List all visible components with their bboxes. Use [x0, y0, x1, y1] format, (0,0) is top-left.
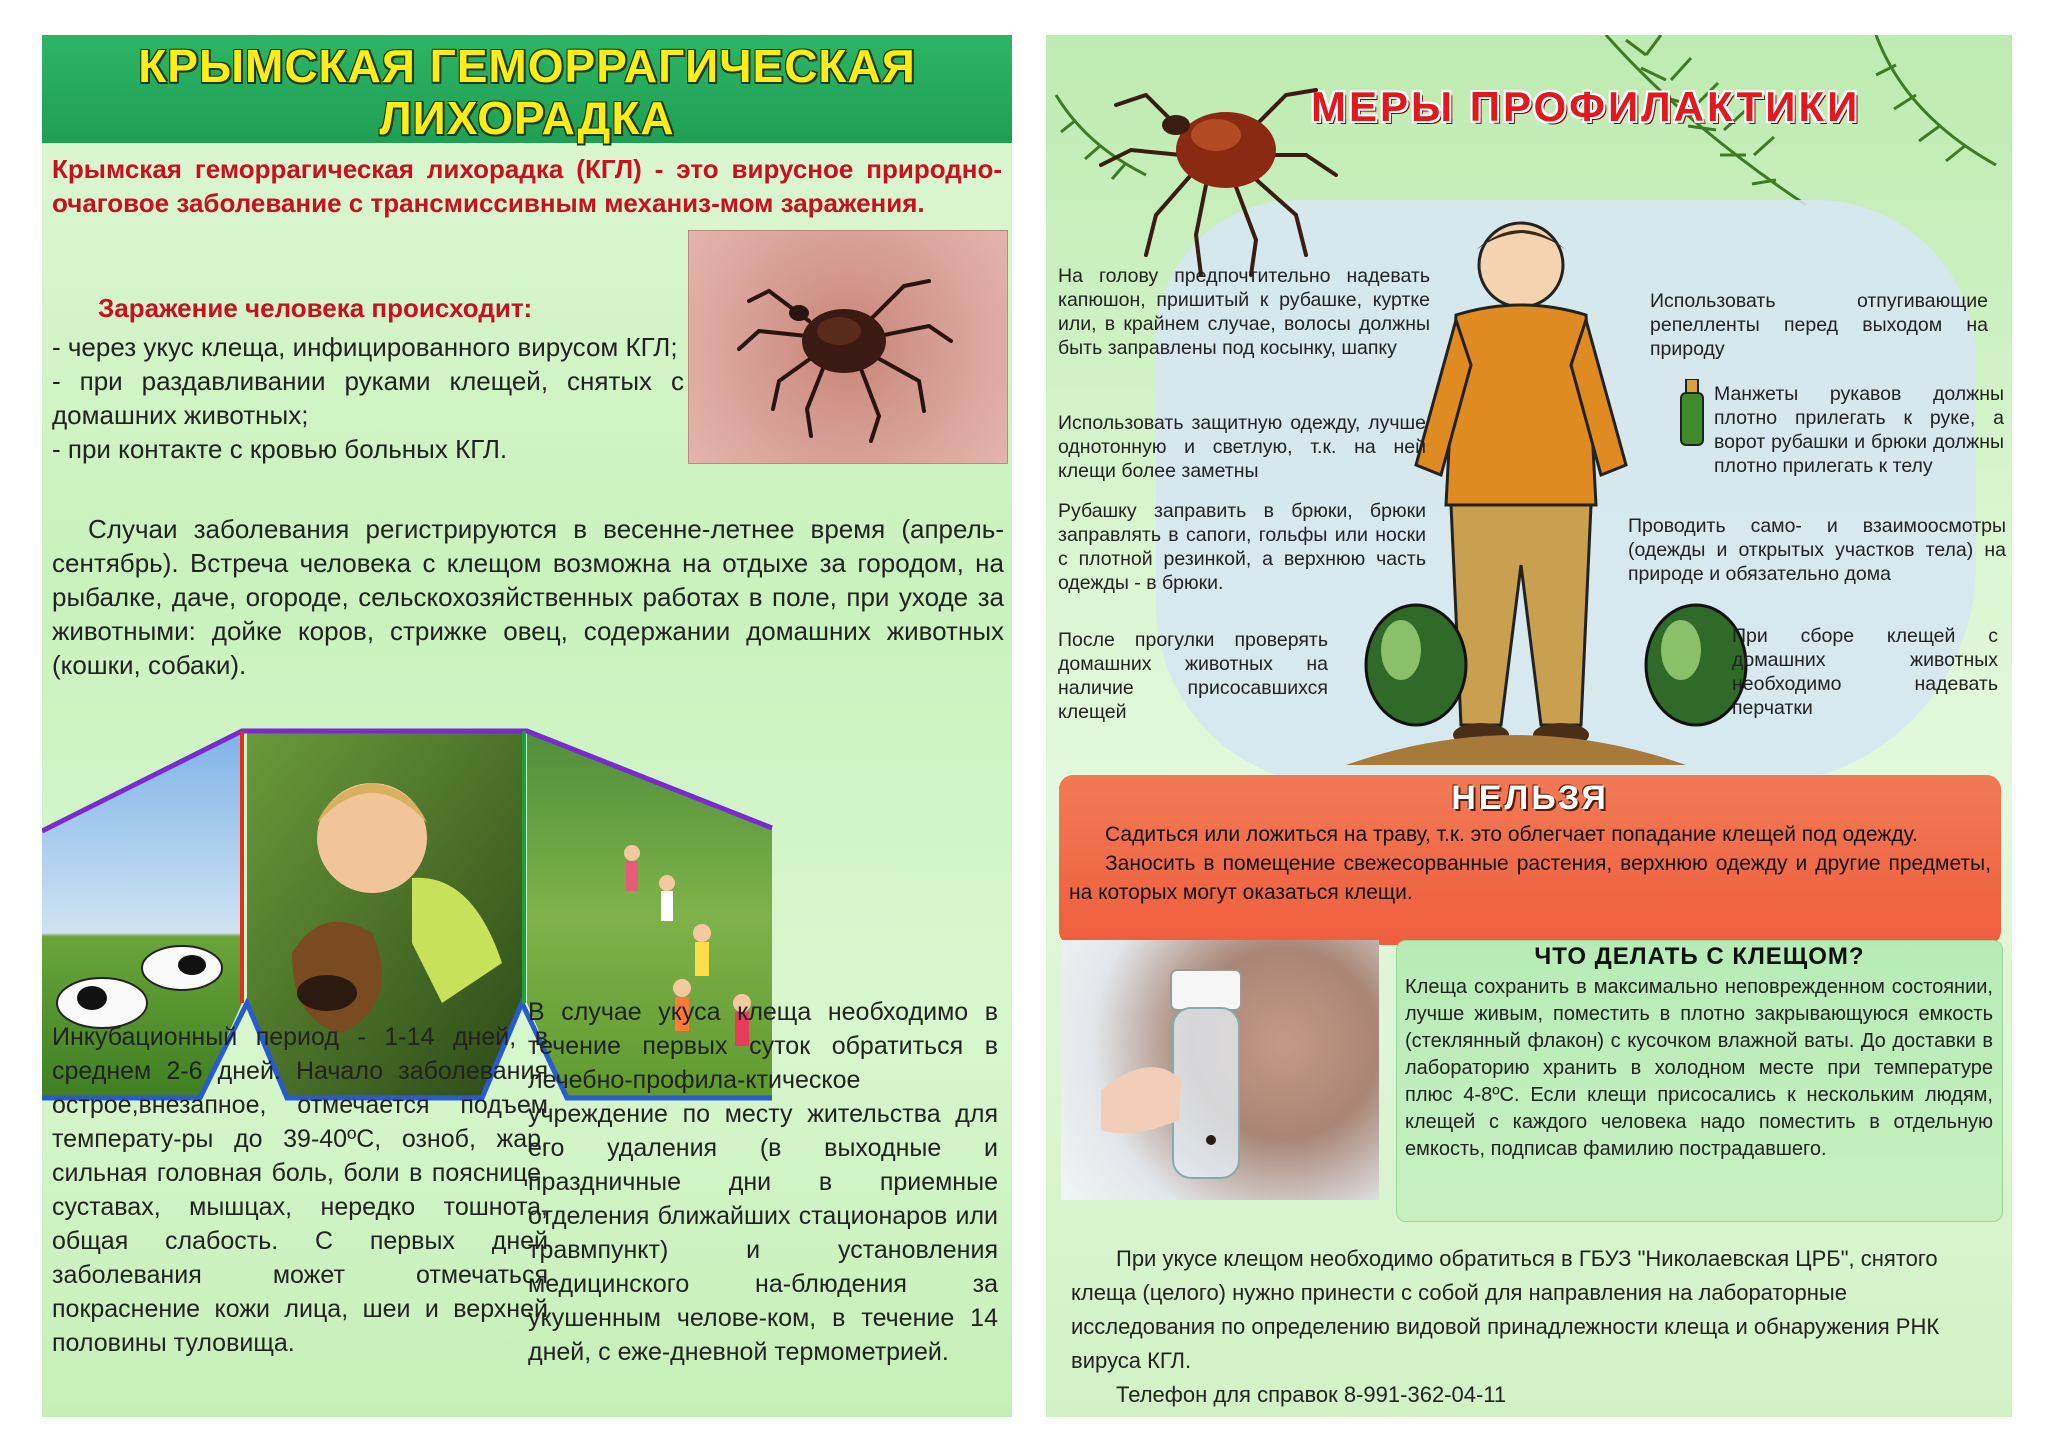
cases-text: Случаи заболевания регистрируются в весенне-летнее время (апрель-сентябрь). Встреча человека с клещом возможна на отдыхе за городом, на рыбалке, даче, огороде, сельскохозяйственных работах в поле, при уходе за животными: дойке коров, стрижке овец, содержании домашних животных (кошки, собаки).	[52, 514, 1004, 680]
forbidden-item: Заносить в помещение свежесорванные растения, верхнюю одежду и другие предметы, на которых могут оказаться клещи.	[1069, 852, 1991, 904]
left-title-line2: ЛИХОРАДКА	[379, 92, 675, 144]
tip-head-cover: На голову предпочтительно надевать капюшон, пришитый к рубашке, куртке или, в крайнем случае, волосы должны быть заправлены под косынку, шапку	[1058, 265, 1430, 359]
tip-tuck-clothes: Рубашку заправить в брюки, брюки заправлять в сапоги, гольфы или носки с плотной резинкой, а верхнюю часть одежды - в брюки.	[1058, 500, 1426, 594]
infection-item: - при раздавливании руками клещей, снятых с домашних животных;	[52, 366, 684, 430]
tip-gloves: При сборе клещей с домашних животных необходимо надевать перчатки	[1732, 625, 1998, 719]
what-to-do-text: Клеща сохранить в максимально неповрежденном состоянии, лучше живым, поместить в плотно закрывающуюся емкость (стеклянный флакон) с кусочком влажной ваты. До доставки в лабораторию хранить в холодном месте при температуре плюс 4-8ºС. Если клещи присосались к нескольким людям, клещей с каждого человека надо поместить в отдельную емкость, подписав фамилию пострадавшего.	[1405, 976, 1993, 1160]
forbidden-title: НЕЛЬЗЯ	[1451, 779, 1609, 817]
bush-left-icon	[1361, 595, 1471, 765]
left-title-line1: КРЫМСКАЯ ГЕМОРРАГИЧЕСКАЯ	[138, 40, 916, 92]
incubation-text: Инкубационный период - 1-14 дней, в среднем 2-6 дней. Начало заболевания острое,внезапное, отмечается подъем температу-ры до 39-40ºС, озноб, жар, сильная головная боль, боли в пояснице, суставах, мышцах, нередко тошнота, общая слабость. С первых дней заболевания может отмечаться покраснение кожи лица, шеи и верхней половины туловища.	[52, 1023, 548, 1357]
repellent-bottle-icon	[1678, 379, 1706, 449]
prevention-title: МЕРЫ ПРОФИЛАКТИКИ	[1311, 83, 1861, 130]
tip-repellent: Использовать отпугивающие репелленты перед выходом на природу	[1650, 290, 1988, 360]
phone-text: Телефон для справок 8-991-362-04-11	[1116, 1382, 1507, 1407]
what-to-do-title: ЧТО ДЕЛАТЬ С КЛЕЩОМ?	[1534, 943, 1865, 970]
bite-advice-text: В случае укуса клеща необходимо в течение первых суток обратиться в лечебно-профила-ктическое учреждение по месту жительства для его удаления (в выходные и праздничные дни в приемные отделения ближайших стационаров или травмпункт) и установления медицинского на-блюдения за укушенным челове-ком, в течение 14 дней, с еже-дневной термометрией.	[528, 998, 998, 1366]
tick-illustration	[1076, 55, 1376, 285]
infection-heading: Заражение человека происходит:	[98, 293, 533, 323]
left-header	[42, 35, 1012, 143]
infection-item: - через укус клеща, инфицированного вирусом КГЛ;	[52, 332, 678, 362]
infection-item: - при контакте с кровью больных КГЛ.	[52, 434, 508, 464]
tip-protective-clothes: Использовать защитную одежду, лучше однотонную и светлую, т.к. на ней клещи более заметны	[1058, 412, 1426, 482]
contact-info	[1071, 1242, 1991, 1412]
forbidden-item: Садиться или ложиться на траву, т.к. это облегчает попадание клещей под одежду.	[1105, 823, 1918, 846]
tick-on-skin-photo	[688, 230, 1008, 464]
tip-inspection: Проводить само- и взаимоосмотры (одежды и открытых участков тела) на природе и обязательно дома	[1628, 515, 2006, 585]
infection-list	[52, 330, 684, 466]
left-page	[42, 35, 1012, 1417]
forbidden-box	[1059, 775, 2001, 945]
footer-text: При укусе клещом необходимо обратиться в ГБУЗ "Николаевская ЦРБ", снятого клеща (целого) нужно принести с собой для направления на лабораторные исследования по определению видовой принадлежности клеща и обнаружения РНК вируса КГЛ.	[1071, 1246, 1940, 1373]
forbidden-text	[1069, 820, 1991, 907]
tick-vial-photo	[1061, 940, 1379, 1200]
tip-check-pets: После прогулки проверять домашних животных на наличие присосавшихся клещей	[1058, 629, 1328, 723]
intro-text: Крымская геморрагическая лихорадка (КГЛ) - это вирусное природно-очаговое заболевание с трансмиссивным механиз-мом заражения.	[52, 154, 1002, 218]
what-to-do-box	[1396, 940, 2003, 1222]
tip-cuffs: Манжеты рукавов должны плотно прилегать к руке, а ворот рубашки и брюки должны плотно прилегать к телу	[1714, 383, 2004, 477]
right-page	[1046, 35, 2012, 1417]
